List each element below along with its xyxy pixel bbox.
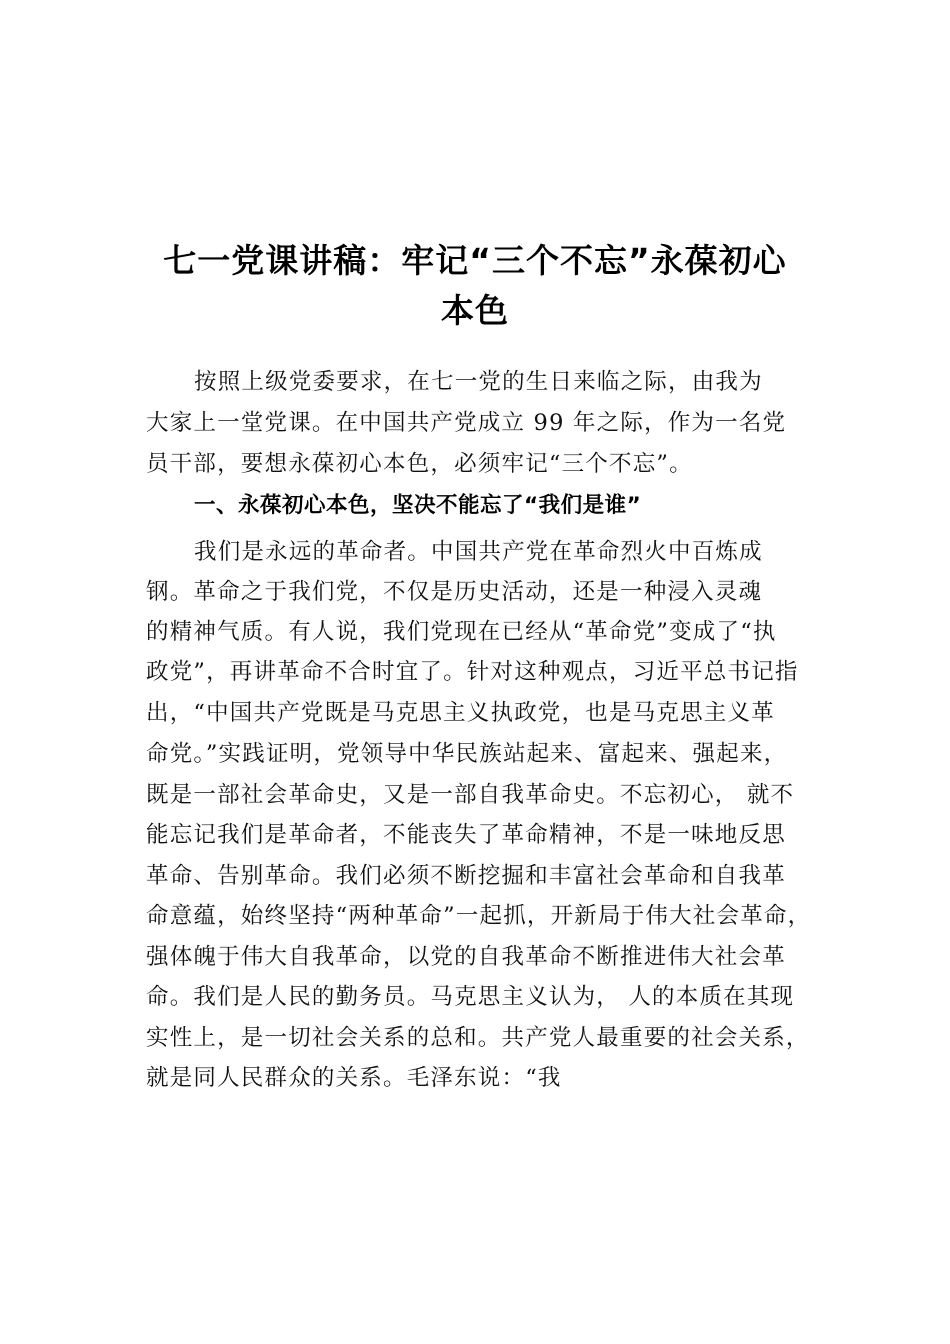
body-line: 就是同人民群众的关系。毛泽东说：“我 — [146, 1065, 562, 1091]
body-line: 出，“中国共产党既是马克思主义执政党，也是马克思主义革 — [146, 700, 775, 726]
intro-line: 员干部，要想永葆初心本色，必须牢记“三个不忘”。 — [146, 451, 693, 477]
body-line: 我们是永远的革命者。中国共产党在革命烈火中百炼成 — [194, 539, 763, 565]
body-line: 既是一部社会革命史，又是一部自我革命史。不忘初心， 就不 — [146, 782, 795, 808]
body-line: 革命、告别革命。我们必须不断挖掘和丰富社会革命和自我革 — [146, 863, 786, 889]
intro-line: 按照上级党委要求，在七一党的生日来临之际，由我为 — [194, 369, 763, 395]
intro-line: 大家上一堂党课。在中国共产党成立 99 年之际，作为一名党 — [146, 410, 787, 436]
section-heading: 一、永葆初心本色，坚决不能忘了“我们是谁” — [194, 493, 642, 518]
body-line: 能忘记我们是革命者，不能丧失了革命精神，不是一味地反思 — [146, 822, 786, 848]
body-line: 钢。革命之于我们党，不仅是历史活动，还是一种浸入灵魂 — [146, 579, 763, 605]
body-line: 命党。”实践证明，党领导中华民族站起来、富起来、强起来， — [146, 741, 788, 767]
body-line: 的精神气质。有人说，我们党现在已经从“革命党”变成了“执 — [146, 619, 777, 645]
body-line: 政党”，再讲革命不合时宜了。针对这种观点，习近平总书记指 — [146, 659, 799, 685]
document-title-line-2: 本色 — [441, 291, 509, 330]
body-line: 实性上，是一切社会关系的总和。共产党人最重要的社会关系， — [146, 1025, 810, 1051]
body-line: 命意蕴，始终坚持“两种革命”一起抓，开新局于伟大社会革命， — [146, 903, 812, 929]
body-line: 命。我们是人民的勤务员。马克思主义认为， 人的本质在其现 — [146, 984, 795, 1010]
document-title-line-1: 七一党课讲稿：牢记“三个不忘”永葆初心 — [163, 241, 787, 280]
body-line: 强体魄于伟大自我革命，以党的自我革命不断推进伟大社会革 — [146, 944, 786, 970]
